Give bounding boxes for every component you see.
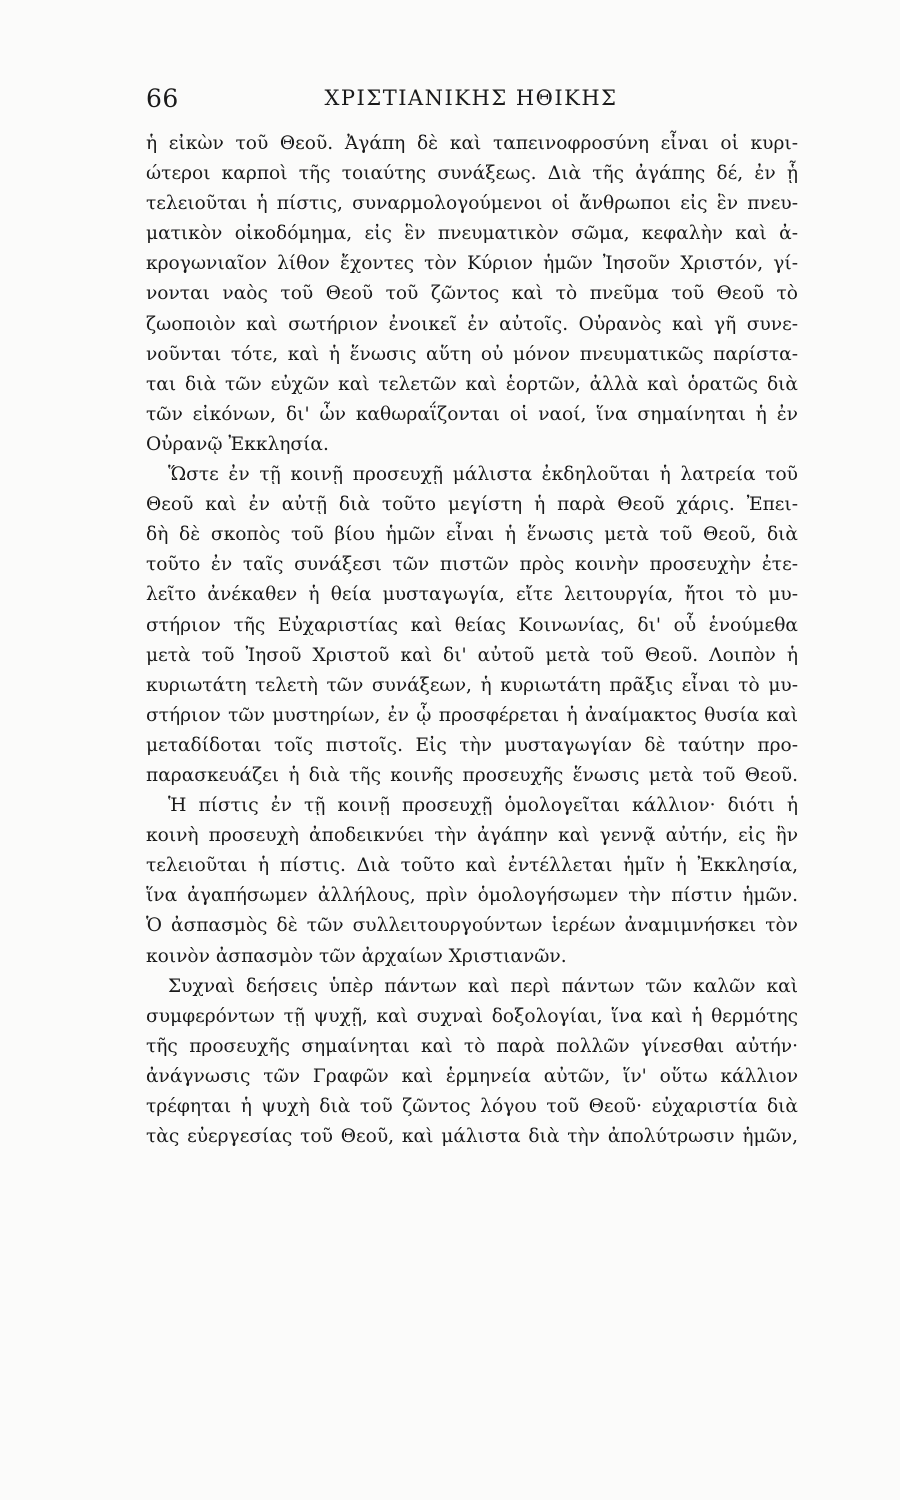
text-line: κοινὴ προσευχὴ ἀποδεικνύει τὴν ἀγάπην καὶ γεννᾷ αὐτήν, εἰς ἣν [146,825,798,847]
text-line: ἀνάγνωσις τῶν Γραφῶν καὶ ἑρμηνεία αὐτῶν, ἵν' οὕτω κάλλιον [146,1065,798,1087]
text-line: τρέφηται ἡ ψυχὴ διὰ τοῦ ζῶντος λόγου τοῦ Θεοῦ· εὐχαριστία διὰ [146,1096,798,1117]
text-line: τοῦτο ἐν ταῖς συνάξεσι τῶν πιστῶν πρὸς κοινὴν προσευχὴν ἐτε- [146,554,798,576]
text-line: ἵνα ἀγαπήσωμεν ἀλλήλους, πρὶν ὁμολογήσωμεν τὴν πίστιν ἡμῶν. [146,885,798,907]
text-line: τῶν εἰκόνων, δι' ὧν καθωραΐζονται οἱ ναοί, ἵνα σημαίνηται ἡ ἐν [146,403,798,425]
page-number: 66 [146,84,179,113]
text-line: μετὰ τοῦ Ἰησοῦ Χριστοῦ καὶ δι' αὐτοῦ μετὰ τοῦ Θεοῦ. Λοιπὸν ἡ [146,644,798,666]
text-line: κρογωνιαῖον λίθον ἔχοντες τὸν Κύριον ἡμῶν Ἰησοῦν Χριστόν, γί- [146,253,798,275]
text-line: δὴ δὲ σκοπὸς τοῦ βίου ἡμῶν εἶναι ἡ ἕνωσις μετὰ τοῦ Θεοῦ, διὰ [146,524,798,546]
text-line: λεῖτο ἀνέκαθεν ἡ θεία μυσταγωγία, εἴτε λειτουργία, ἤτοι τὸ μυ- [146,584,798,606]
text-line: παρασκευάζει ἡ διὰ τῆς κοινῆς προσευχῆς ἕνωσις μετὰ τοῦ Θεοῦ. [146,764,798,786]
text-line: στήριον τῆς Εὐχαριστίας καὶ θείας Κοινωνίας, δι' οὗ ἑνούμεθα [146,614,798,636]
text-line: νονται ναὸς τοῦ Θεοῦ τοῦ ζῶντος καὶ τὸ πνεῦμα τοῦ Θεοῦ τὸ [146,283,798,305]
text-line: Συχναὶ δεήσεις ὑπὲρ πάντων καὶ περὶ πάντων τῶν καλῶν καὶ [168,975,798,997]
text-line: κοινὸν ἀσπασμὸν τῶν ἀρχαίων Χριστιανῶν. [146,945,567,967]
text-line: ώτεροι καρποὶ τῆς τοιαύτης συνάξεως. Διὰ τῆς ἀγάπης δέ, ἐν ᾗ [146,163,798,185]
body-text [146,129,798,1152]
text-line: ἡ εἰκὼν τοῦ Θεοῦ. Ἀγάπη δὲ καὶ ταπεινοφροσύνη εἶναι οἱ κυρι- [146,133,798,154]
text-line: ζωοποιὸν καὶ σωτήριον ἐνοικεῖ ἐν αὐτοῖς. Οὐρανὸς καὶ γῆ συνε- [146,313,798,335]
text-line: τελειοῦται ἡ πίστις. Διὰ τοῦτο καὶ ἐντέλλεται ἡμῖν ἡ Ἐκκλησία, [146,855,798,877]
text-line: Οὐρανῷ Ἐκκλησία. [146,433,329,455]
text-line: τελειοῦται ἡ πίστις, συναρμολογούμενοι οἱ ἄνθρωποι εἰς ἓν πνευ- [146,193,798,215]
text-line: Ὥστε ἐν τῇ κοινῇ προσευχῇ μάλιστα ἐκδηλοῦται ἡ λατρεία τοῦ [168,464,798,486]
page-header [146,84,796,124]
running-title: ΧΡΙΣΤΙΑΝΙΚΗΣ ΗΘΙΚΗΣ [324,86,618,110]
text-line: κυριωτάτη τελετὴ τῶν συνάξεων, ἡ κυριωτάτη πρᾶξις εἶναι τὸ μυ- [146,674,798,696]
text-line: συμφερόντων τῇ ψυχῇ, καὶ συχναὶ δοξολογίαι, ἵνα καὶ ἡ θερμότης [146,1005,798,1027]
text-line: ματικὸν οἰκοδόμημα, εἰς ἓν πνευματικὸν σῶμα, κεφαλὴν καὶ ἀ- [146,223,798,245]
text-line: μεταδίδοται τοῖς πιστοῖς. Εἰς τὴν μυσταγωγίαν δὲ ταύτην προ- [146,734,798,756]
text-line: Ὁ ἀσπασμὸς δὲ τῶν συλλειτουργούντων ἱερέων ἀναμιμνήσκει τὸν [146,915,798,937]
text-line: νοῦνται τότε, καὶ ἡ ἕνωσις αὕτη οὐ μόνον πνευματικῶς παρίστα- [146,343,798,365]
text-line: Θεοῦ καὶ ἐν αὐτῇ διὰ τοῦτο μεγίστη ἡ παρὰ Θεοῦ χάρις. Ἐπει- [146,494,798,516]
text-line: στήριον τῶν μυστηρίων, ἐν ᾧ προσφέρεται ἡ ἀναίμακτος θυσία καὶ [146,704,798,726]
text-line: τὰς εὐεργεσίας τοῦ Θεοῦ, καὶ μάλιστα διὰ τὴν ἀπολύτρωσιν ἡμῶν, [146,1126,798,1148]
text-line: τῆς προσευχῆς σημαίνηται καὶ τὸ παρὰ πολλῶν γίνεσθαι αὐτήν· [146,1035,798,1057]
text-line: ται διὰ τῶν εὐχῶν καὶ τελετῶν καὶ ἑορτῶν, ἀλλὰ καὶ ὁρατῶς διὰ [146,373,798,395]
text-line: Ἡ πίστις ἐν τῇ κοινῇ προσευχῇ ὁμολογεῖται κάλλιον· διότι ἡ [168,795,798,817]
